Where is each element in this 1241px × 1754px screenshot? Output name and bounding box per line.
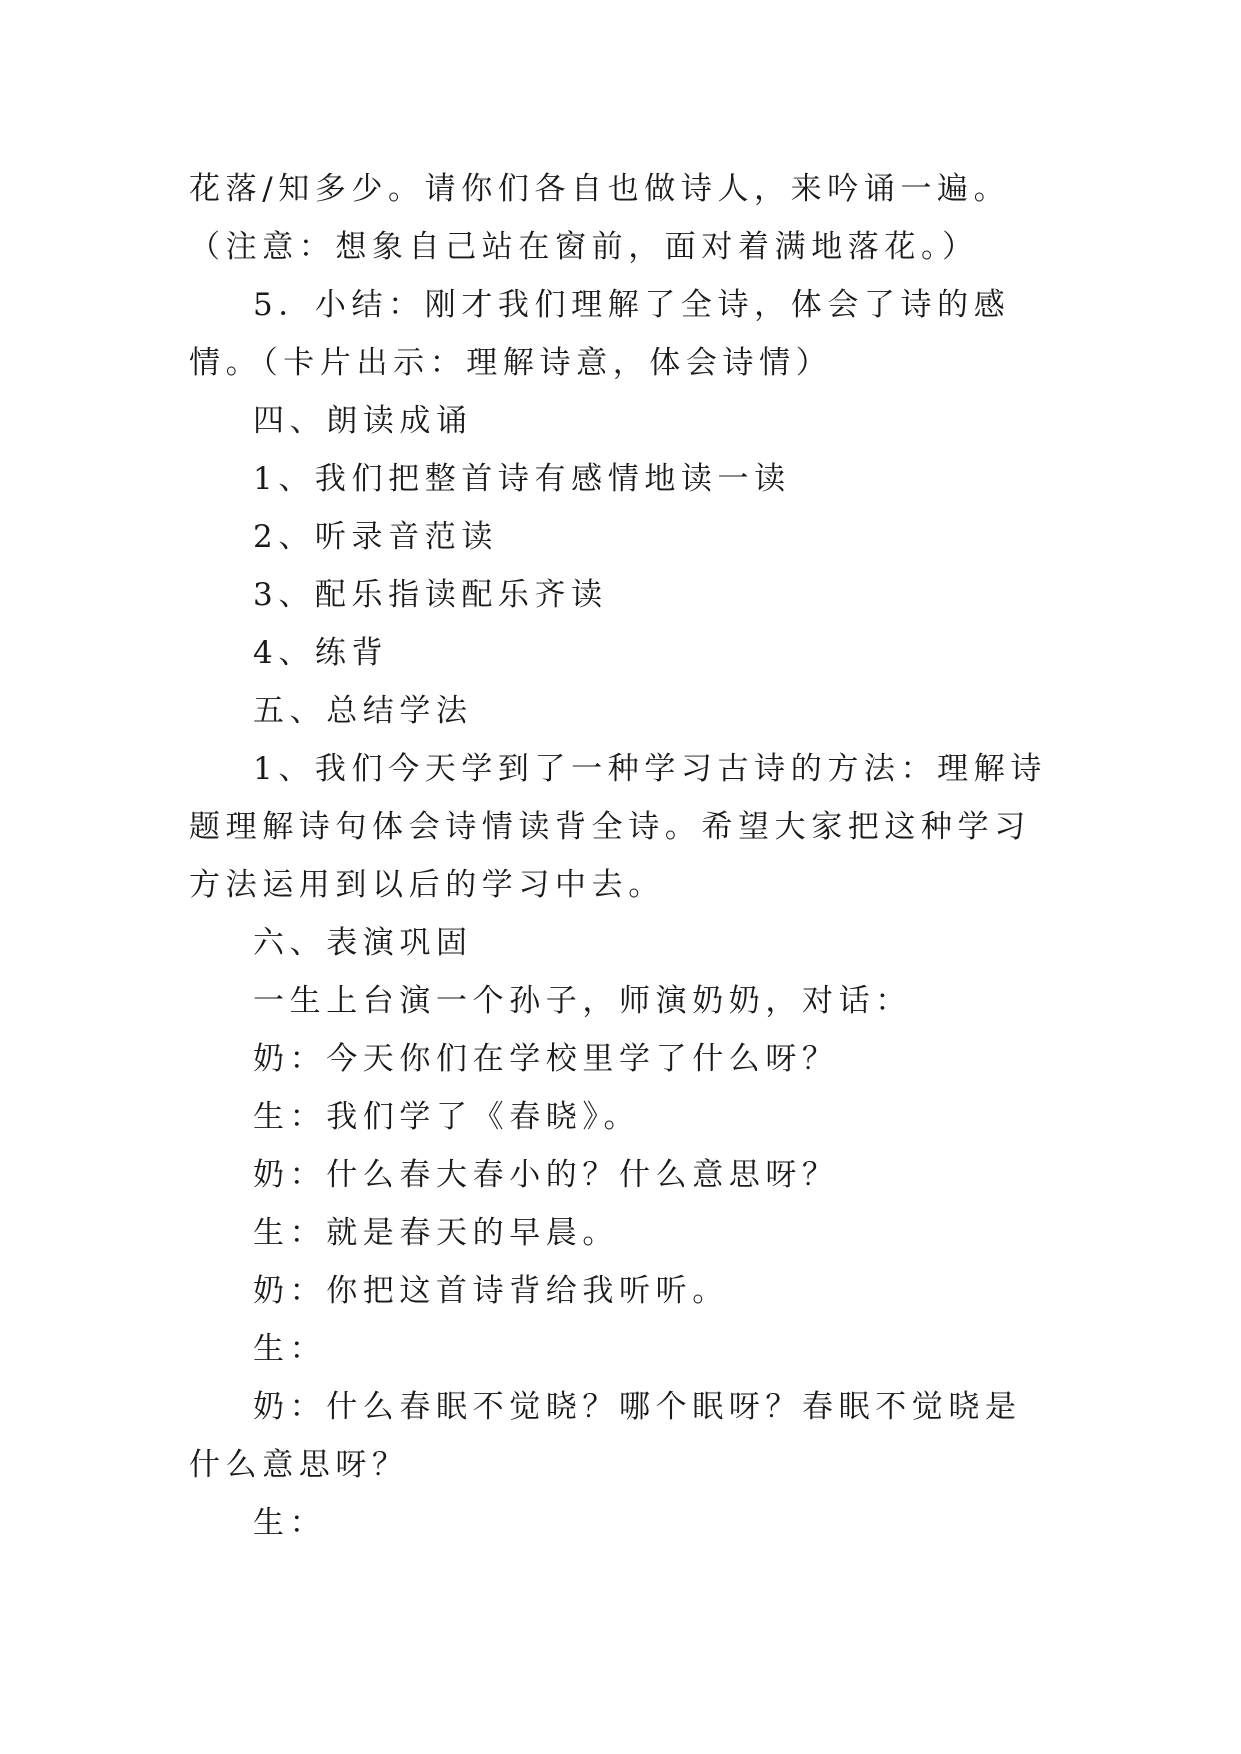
dialogue-line: 生：就是春天的早晨。 [253, 1215, 619, 1251]
list-item: 4、练背 [253, 635, 389, 671]
list-item: 3、配乐指读配乐齐读 [253, 577, 608, 613]
section-heading: 六、表演巩固 [253, 925, 473, 961]
section-heading: 四、朗读成诵 [253, 403, 473, 439]
section-heading: 五、总结学法 [253, 693, 473, 729]
dialogue-line: 奶：什么春眠不觉晓？哪个眠呀？春眠不觉晓是什么意思呀？ [189, 1389, 1022, 1483]
dialogue-line: 奶：你把这首诗背给我听听。 [253, 1273, 729, 1309]
paragraph: 花落/知多少。请你们各自也做诗人，来吟诵一遍。（注意：想象自己站在窗前，面对着满地落花。） [189, 171, 1011, 265]
list-item: 1、我们把整首诗有感情地读一读 [253, 461, 791, 497]
dialogue-line: 奶：今天你们在学校里学了什么呀？ [253, 1041, 839, 1077]
paragraph: 一生上台演一个孙子，师演奶奶，对话： [253, 983, 912, 1019]
list-item: 2、听录音范读 [253, 519, 498, 555]
dialogue-line: 奶：什么春大春小的？什么意思呀？ [253, 1157, 839, 1193]
document-body [189, 160, 1057, 1552]
paragraph: 5．小结：刚才我们理解了全诗，体会了诗的感情。（卡片出示：理解诗意，体会诗情） [189, 287, 1011, 381]
list-item: 1、我们今天学到了一种学习古诗的方法：理解诗题理解诗句体会诗情读背全诗。希望大家把这种学习方法运用到以后的学习中去。 [189, 751, 1047, 903]
dialogue-line: 生：我们学了《春晓》。 [253, 1099, 641, 1135]
dialogue-line: 生： [253, 1331, 327, 1367]
dialogue-line: 生： [253, 1505, 327, 1541]
